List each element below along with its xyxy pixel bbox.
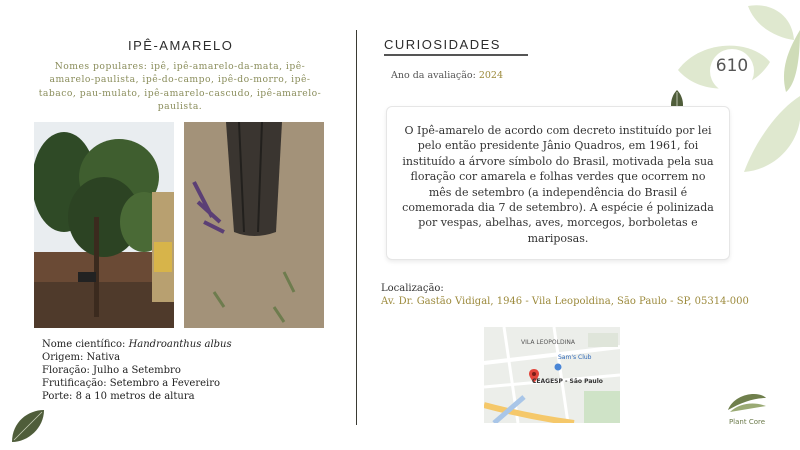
- tree-photo: [34, 122, 174, 328]
- location-label: Localização:: [381, 283, 444, 294]
- location-map[interactable]: [484, 327, 620, 423]
- evaluation-year: [391, 70, 503, 81]
- vertical-divider: [356, 30, 357, 425]
- trunk-photo: [184, 122, 324, 328]
- leaf-right: [744, 96, 800, 172]
- map-district-label: VILA LEOPOLDINA: [521, 339, 575, 346]
- curiosity-text: O Ipê-amarelo de acordo com decreto instituído por lei pelo então presidente Jânio Quadros, em 1961, foi instituído a árvore símbolo do Brasil, motivada pela sua floração cor amarela e folhas verdes que ocorrem no mês de setembro (a independência do Brasil é comemorada dia 7 de setembro). A espécie é polinizada por vespas, abelhas, aves, morcegos, borboletas e mariposas.: [402, 124, 714, 245]
- scientific-label: Nome científico:: [42, 339, 129, 350]
- brand-name: Plant Core: [728, 418, 766, 426]
- eval-year-value: 2024: [478, 70, 504, 81]
- title-underline: [384, 54, 528, 56]
- leaf-icon-bottom-left: [8, 406, 48, 446]
- plant-core-logo: [726, 390, 768, 416]
- fruiting: Frutificação: Setembro a Fevereiro: [42, 378, 221, 389]
- map-poi-sams-club: Sam's Club: [558, 354, 592, 361]
- popular-names: Nomes populares: ipê, ipê-amarelo-da-mata, ipê-amarelo-paulista, ipê-do-campo, ipê-do-morro, ipê-tabaco, pau-mulato, ipê-amarelo-cascudo, ipê-amarelo-paulista.: [38, 61, 322, 113]
- map-poi-icon: [554, 363, 562, 371]
- origin: Origem: Nativa: [42, 352, 121, 363]
- scientific-name: Handroanthus albus: [128, 339, 232, 350]
- size: Porte: 8 a 10 metros de altura: [42, 391, 195, 402]
- eval-label: Ano da avaliação:: [391, 70, 479, 81]
- curiosities-title: CURIOSIDADES: [384, 37, 501, 52]
- tree-number: 610: [715, 56, 749, 76]
- flowering: Floração: Julho a Setembro: [42, 365, 181, 376]
- leaf-top-right: [748, 5, 794, 40]
- location-address: Av. Dr. Gastão Vidigal, 1946 - Vila Leopoldina, São Paulo - SP, 05314-000: [381, 296, 749, 307]
- species-info: [42, 338, 232, 403]
- species-title: IPÊ-AMARELO: [128, 38, 234, 53]
- map-poi-ceagesp: CEAGESP - São Paulo: [532, 378, 603, 385]
